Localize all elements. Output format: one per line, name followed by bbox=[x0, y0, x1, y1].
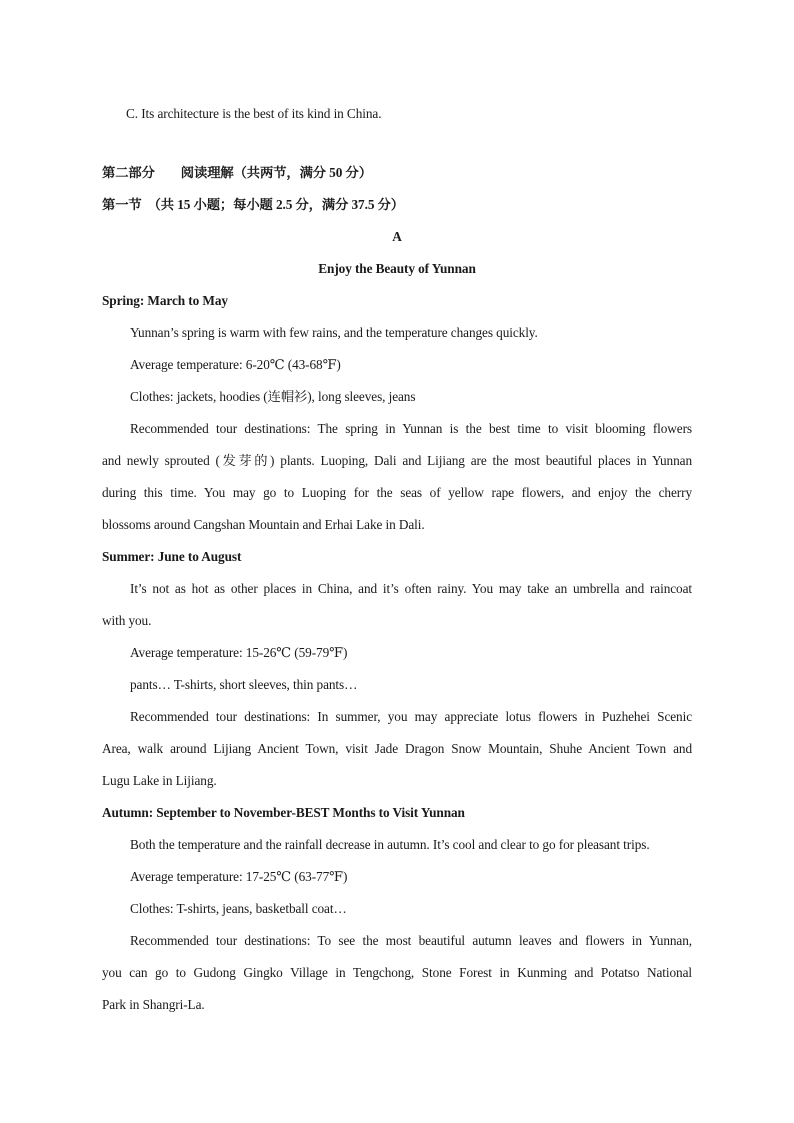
subsection-title: （共 15 小题；每小题 2.5 分，满分 37.5 分） bbox=[147, 197, 404, 212]
summer-recommendation-line: Lugu Lake in Lijiang. bbox=[102, 773, 217, 788]
spring-clothes: Clothes: jackets, hoodies (连帽衫), long sleeves, jeans bbox=[130, 389, 416, 404]
summer-recommendation-line: Area, walk around Lijiang Ancient Town, visit Jade Dragon Snow Mountain, Shuhe Ancient Town and bbox=[102, 741, 692, 756]
summer-clothes: pants… T-shirts, short sleeves, thin pants… bbox=[130, 677, 358, 692]
passage-title: Enjoy the Beauty of Yunnan bbox=[318, 261, 476, 276]
part-heading bbox=[102, 157, 692, 189]
autumn-intro: Both the temperature and the rainfall decrease in autumn. It’s cool and clear to go for pleasant trips. bbox=[130, 837, 650, 852]
spring-temperature: Average temperature: 6-20℃ (43-68℉) bbox=[130, 357, 341, 372]
section-header bbox=[102, 157, 692, 221]
part-title: 阅读理解（共两节，满分 50 分） bbox=[180, 165, 372, 180]
spring-recommendation-line: during this time. You may go to Luoping for the seas of yellow rape flowers, and enjoy the cherry bbox=[102, 485, 692, 500]
spring-heading: Spring: March to May bbox=[102, 293, 228, 308]
answer-option-c: C. Its architecture is the best of its kind in China. bbox=[126, 106, 382, 121]
summer-recommendation-line: Recommended tour destinations: In summer, you may appreciate lotus flowers in Puzhehei Scenic bbox=[130, 709, 692, 724]
subsection-heading bbox=[102, 189, 692, 221]
part-label: 第二部分 bbox=[102, 165, 155, 180]
autumn-clothes: Clothes: T-shirts, jeans, basketball coat… bbox=[130, 901, 347, 916]
document-page bbox=[102, 98, 692, 1021]
spring-recommendation-line: blossoms around Cangshan Mountain and Erhai Lake in Dali. bbox=[102, 517, 425, 532]
summer-temperature: Average temperature: 15-26℃ (59-79℉) bbox=[130, 645, 348, 660]
spring-intro: Yunnan’s spring is warm with few rains, and the temperature changes quickly. bbox=[130, 325, 538, 340]
autumn-recommendation-line: Park in Shangri-La. bbox=[102, 997, 205, 1012]
spring-recommendation-line: Recommended tour destinations: The spring in Yunnan is the best time to visit blooming flowers bbox=[130, 421, 692, 436]
autumn-temperature: Average temperature: 17-25℃ (63-77℉) bbox=[130, 869, 348, 884]
autumn-recommendation-line: Recommended tour destinations: To see the most beautiful autumn leaves and flowers in Yunnan, bbox=[130, 933, 692, 948]
summer-intro-line: with you. bbox=[102, 613, 152, 628]
autumn-heading: Autumn: September to November-BEST Months to Visit Yunnan bbox=[102, 805, 465, 820]
autumn-recommendation-line: you can go to Gudong Gingko Village in Tengchong, Stone Forest in Kunming and Potatso National bbox=[102, 965, 692, 980]
summer-intro-line: It’s not as hot as other places in China, and it’s often rainy. You may take an umbrella and raincoat bbox=[130, 581, 692, 596]
spring-recommendation-line: and newly sprouted (发芽的) plants. Luoping, Dali and Lijiang are the most beautiful places in Yunnan bbox=[102, 453, 692, 468]
summer-heading: Summer: June to August bbox=[102, 549, 242, 564]
subsection-label: 第一节 bbox=[102, 197, 142, 212]
passage-letter: A bbox=[392, 229, 402, 244]
